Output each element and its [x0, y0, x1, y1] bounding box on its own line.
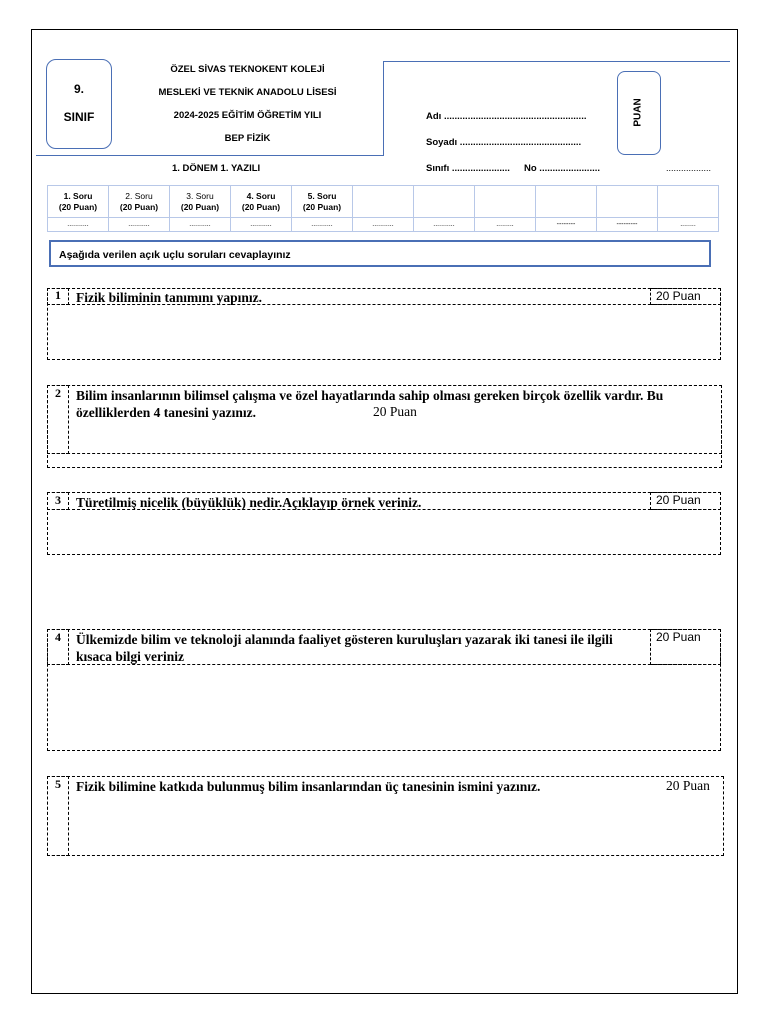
- header-bottom-rule: [36, 155, 384, 156]
- instructions: Aşağıda verilen açık uçlu soruları cevaplayınız: [49, 240, 711, 267]
- score-header-1: 1. Soru (20 Puan): [48, 186, 109, 218]
- score-label: PUAN: [632, 97, 644, 127]
- question-3-number: 3: [55, 493, 61, 507]
- answer-area-4[interactable]: [55, 670, 713, 746]
- score-cell[interactable]: ...........: [292, 218, 353, 232]
- score-header-empty: [353, 186, 414, 218]
- score-header-empty: [536, 186, 597, 218]
- score-cell[interactable]: ---------: [597, 218, 658, 232]
- score-table-values: [48, 218, 719, 232]
- score-cell[interactable]: ...........: [48, 218, 109, 232]
- course-name: BEP FİZİK: [224, 133, 271, 144]
- grade-box: [46, 59, 112, 149]
- question-5-number: 5: [55, 777, 61, 791]
- school-type: MESLEKİ VE TEKNİK ANADOLU LİSESİ: [158, 87, 337, 98]
- answer-area-3[interactable]: [55, 514, 713, 550]
- score-header-empty: [414, 186, 475, 218]
- answer-area-5[interactable]: [76, 798, 716, 850]
- exam-title: 1. DÖNEM 1. YAZILI: [172, 163, 261, 174]
- question-4-number: 4: [55, 630, 61, 644]
- question-2-text: Bilim insanlarının bilimsel çalışma ve özel hayatlarında sahip olması gereken birçok özellik vardır. Bu özelliklerden 4 tanesini yazınız.: [76, 388, 664, 420]
- score-cell[interactable]: ...........: [170, 218, 231, 232]
- school-year: 2024-2025 EĞİTİM ÖĞRETİM YILI: [173, 110, 322, 121]
- score-header-5: 5. Soru (20 Puan): [292, 186, 353, 218]
- question-1-points: 20 Puan: [656, 289, 701, 303]
- school-info: [115, 58, 380, 150]
- total-score-dots: ..................: [666, 163, 712, 173]
- question-4-points: 20 Puan: [656, 630, 701, 644]
- name-field[interactable]: Adı ......................................................: [426, 111, 587, 122]
- score-header-2: 2. Soru (20 Puan): [109, 186, 170, 218]
- question-1-number: 1: [55, 288, 61, 302]
- answer-area-1[interactable]: [55, 314, 713, 354]
- class-field[interactable]: Sınıfı ......................: [426, 163, 510, 174]
- question-5-points: 20 Puan: [666, 778, 710, 793]
- score-table: [47, 185, 719, 232]
- question-1-text: Fizik biliminin tanımını yapınız.: [76, 290, 263, 305]
- score-header-3: 3. Soru (20 Puan): [170, 186, 231, 218]
- question-4-text: Ülkemizde bilim ve teknoloji alanında faaliyet gösteren kuruluşları yazarak iki tanesi ile ilgili kısaca bilgi veriniz: [76, 632, 613, 664]
- surname-field[interactable]: Soyadı ..............................................: [426, 137, 582, 148]
- header-divider: [383, 61, 384, 155]
- answer-area-2[interactable]: [55, 456, 713, 466]
- score-cell[interactable]: ........: [658, 218, 719, 232]
- question-5-text: Fizik bilimine katkıda bulunmuş bilim insanlarından üç tanesinin ismini yazınız.: [76, 779, 541, 794]
- school-name: ÖZEL SİVAS TEKNOKENT KOLEJİ: [170, 64, 325, 75]
- question-3-text: Türetilmiş nicelik (büyüklük) nedir.Açıklayıp örnek veriniz.: [76, 495, 422, 510]
- question-2-points: 20 Puan: [373, 404, 417, 419]
- score-label-wrap: [617, 71, 659, 153]
- score-header-empty: [475, 186, 536, 218]
- score-header-empty: [658, 186, 719, 218]
- question-2-number: 2: [55, 386, 61, 400]
- score-header-4: 4. Soru (20 Puan): [231, 186, 292, 218]
- number-field[interactable]: No .......................: [524, 163, 601, 174]
- score-cell[interactable]: --------: [536, 218, 597, 232]
- score-cell[interactable]: ...........: [109, 218, 170, 232]
- grade-number: 9.: [73, 82, 84, 96]
- grade-label: SINIF: [63, 110, 95, 124]
- score-cell[interactable]: ...........: [231, 218, 292, 232]
- score-table-header: [48, 186, 719, 218]
- header-top-rule: [383, 61, 730, 62]
- score-cell[interactable]: .........: [475, 218, 536, 232]
- score-cell[interactable]: ...........: [414, 218, 475, 232]
- score-header-empty: [597, 186, 658, 218]
- question-3-points: 20 Puan: [656, 493, 701, 507]
- score-cell[interactable]: ...........: [353, 218, 414, 232]
